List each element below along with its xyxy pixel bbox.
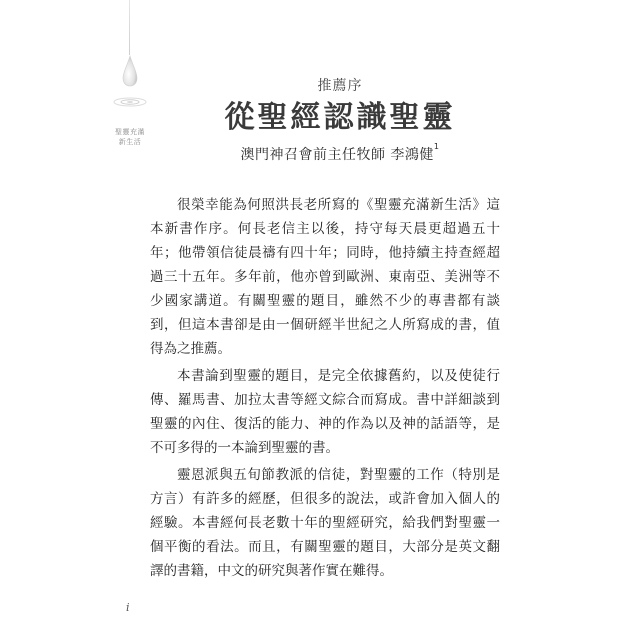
chapter-title: 從聖經認識聖靈 (224, 100, 456, 135)
text-line: 過三十五年。多年前，他亦曾到歐洲、東南亞、美洲等不 (150, 269, 500, 285)
text-line: 靈恩派與五旬節教派的信徒，對聖靈的工作（特別是 (177, 467, 500, 483)
water-drop-icon (108, 50, 152, 120)
author-byline (180, 144, 500, 164)
section-kicker: 推薦序 (317, 78, 363, 94)
text-line: 很榮幸能為何照洪長老所寫的《聖靈充滿新生活》這 (177, 197, 500, 213)
text-line: 少國家講道。有關聖靈的題目，雖然不少的專書都有談 (150, 293, 500, 309)
book-series-label (108, 127, 152, 147)
author-name: 澳門神召會前主任牧師 李鴻健 (240, 147, 434, 163)
drip-line (129, 0, 130, 55)
text-line: 個平衡的看法。而且，有關聖靈的題目，大部分是英文翻 (150, 539, 500, 555)
text-line: 本新書作序。何長老信主以後，持守每天晨更超過五十 (150, 221, 500, 237)
series-label-line: 新生活 (118, 138, 142, 146)
body-text (150, 193, 500, 586)
paragraph (150, 463, 500, 583)
text-line: 經驗。本書經何長老數十年的聖經研究，給我們對聖靈一 (150, 515, 500, 531)
text-line: 得為之推薦。 (150, 341, 231, 357)
text-line: 聖靈的內住、復活的能力、神的作為以及神的話語等，是 (150, 416, 500, 432)
text-line: 方言）有許多的經歷，但很多的說法，或許會加入個人的 (150, 491, 500, 507)
text-line: 本書論到聖靈的題目，是完全依據舊約，以及使徒行 (177, 368, 500, 384)
footnote-marker: 1 (433, 142, 440, 151)
text-line: 不可多得的一本論到聖靈的書。 (150, 440, 339, 456)
text-line: 年；他帶領信徒晨禱有四十年；同時，他持續主持查經超 (150, 245, 500, 261)
text-line: 譯的書籍，中文的研究與著作實在難得。 (150, 563, 393, 579)
text-line: 到，但這本書卻是由一個研經半世紀之人所寫成的書，值 (150, 317, 500, 333)
page-number: i (126, 601, 130, 614)
paragraph (150, 364, 500, 460)
text-line: 傳、羅馬書、加拉太書等經文綜合而寫成。書中詳細談到 (150, 392, 500, 408)
paragraph (150, 193, 500, 361)
series-label-line: 聖靈充滿 (115, 128, 145, 136)
